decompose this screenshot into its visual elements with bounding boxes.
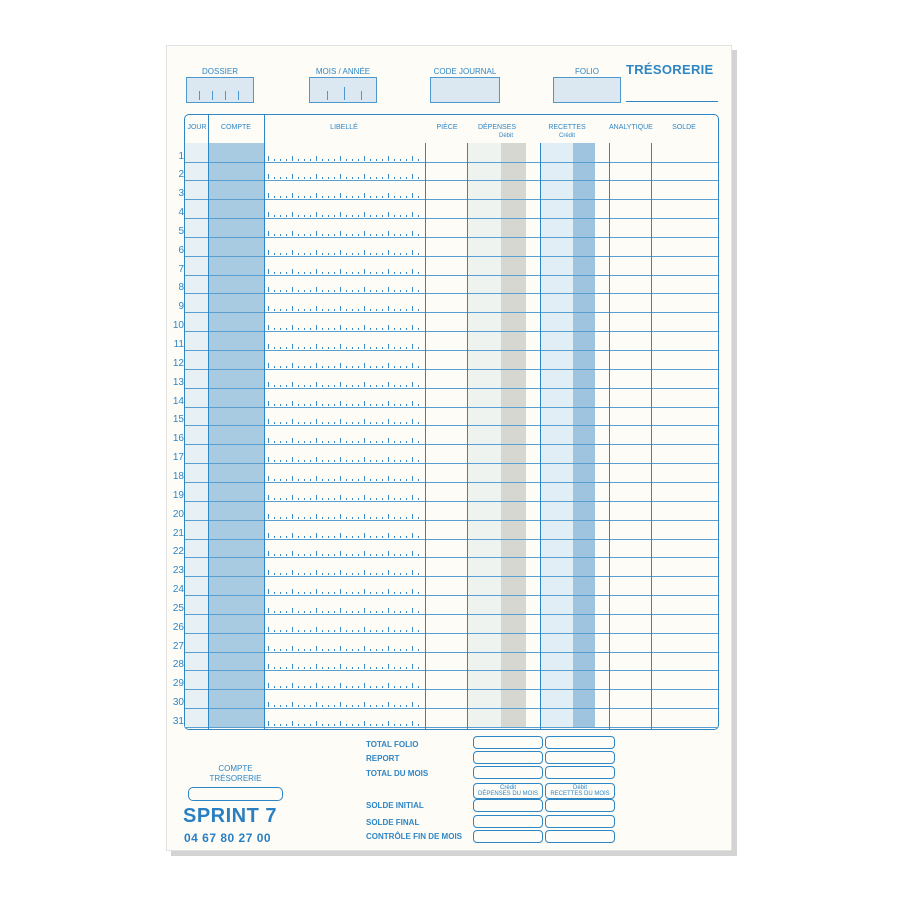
solde-final-label: SOLDE FINAL: [366, 818, 420, 827]
day-number: 5: [178, 226, 184, 237]
column-rule: [264, 114, 265, 729]
journal-entry-row[interactable]: [208, 483, 718, 501]
day-number: 1: [178, 151, 184, 162]
day-number: 3: [178, 188, 184, 199]
code-journal-label: CODE JOURNAL: [433, 67, 497, 76]
journal-entry-row[interactable]: [208, 407, 718, 425]
journal-entry-row[interactable]: [208, 313, 718, 331]
column-rule: [467, 143, 468, 729]
day-number: 28: [172, 659, 184, 670]
day-number: 14: [172, 396, 184, 407]
dossier-tick: [238, 91, 239, 100]
day-number: 12: [172, 358, 184, 369]
dossier-label: DOSSIER: [201, 67, 238, 76]
mois-annee-tick: [361, 91, 362, 100]
journal-entry-row[interactable]: [208, 370, 718, 388]
journal-entry-row[interactable]: [208, 558, 718, 576]
col-header-piece: PIÈCE: [436, 124, 458, 131]
mois-annee-tick: [327, 91, 328, 100]
journal-entry-row[interactable]: [208, 596, 718, 614]
debit-recettes-line1: Débit: [572, 785, 587, 791]
journal-entry-row[interactable]: [208, 238, 718, 256]
column-rule: [208, 114, 209, 729]
day-number: 23: [172, 565, 184, 576]
credit-depenses-line1: Crédit: [499, 785, 516, 791]
debit-sublabel: Débit: [498, 133, 513, 139]
folio-field[interactable]: [553, 77, 621, 103]
day-number: 22: [172, 546, 184, 557]
controle-depenses-field[interactable]: [473, 830, 543, 843]
depenses-label: DÉPENSES: [477, 124, 517, 131]
day-number: 20: [172, 509, 184, 520]
total-du-mois-label: TOTAL DU MOIS: [366, 769, 429, 778]
dossier-field[interactable]: [186, 77, 254, 103]
debit-recettes-line2: RECETTES DU MOIS: [550, 791, 610, 797]
day-number: 25: [172, 603, 184, 614]
journal-entry-row[interactable]: [208, 162, 718, 180]
journal-entry-row[interactable]: [208, 332, 718, 350]
controle-recettes-field[interactable]: [545, 830, 615, 843]
col-header-jour: JOUR: [187, 124, 207, 131]
day-number: 21: [172, 528, 184, 539]
jour-band: [185, 143, 208, 727]
compte-tresorerie-field[interactable]: [188, 787, 283, 801]
day-number: 30: [172, 697, 184, 708]
day-number: 31: [172, 716, 184, 727]
solde-initial-recettes-field[interactable]: [545, 799, 615, 812]
total-mois-depenses-field[interactable]: [473, 766, 543, 779]
journal-entry-row[interactable]: [208, 464, 718, 482]
solde-initial-label: SOLDE INITIAL: [366, 801, 424, 810]
report-depenses-field[interactable]: [473, 751, 543, 764]
journal-entry-row[interactable]: [208, 709, 718, 727]
journal-entry-row[interactable]: [208, 577, 718, 595]
journal-entry-row[interactable]: [208, 144, 718, 162]
page-title: TRÉSORERIE: [626, 62, 714, 77]
mois-annee-label: MOIS / ANNÉE: [315, 67, 371, 76]
journal-entry-row[interactable]: [208, 389, 718, 407]
day-number: 24: [172, 584, 184, 595]
debit-recettes-label: [545, 785, 615, 797]
solde-final-recettes-field[interactable]: [545, 815, 615, 828]
journal-entry-row[interactable]: [208, 275, 718, 293]
day-number: 15: [172, 414, 184, 425]
total-folio-recettes-field[interactable]: [545, 736, 615, 749]
credit-depenses-line2: DÉPENSES DU MOIS: [477, 791, 538, 797]
mois-annee-field[interactable]: [309, 77, 377, 103]
day-number: 6: [178, 245, 184, 256]
column-rule: [540, 143, 541, 729]
total-folio-depenses-field[interactable]: [473, 736, 543, 749]
day-number: 10: [172, 320, 184, 331]
credit-depenses-label: [473, 785, 543, 797]
journal-entry-row[interactable]: [208, 294, 718, 312]
column-rule: [609, 143, 610, 729]
day-number: 9: [178, 301, 184, 312]
total-mois-recettes-field[interactable]: [545, 766, 615, 779]
dossier-tick: [199, 91, 200, 100]
journal-entry-row[interactable]: [208, 181, 718, 199]
journal-entry-row[interactable]: [208, 351, 718, 369]
solde-final-depenses-field[interactable]: [473, 815, 543, 828]
day-number: 13: [172, 377, 184, 388]
compte-tresorerie-label: [188, 764, 283, 784]
column-rule: [651, 143, 652, 729]
journal-entry-row[interactable]: [208, 502, 718, 520]
compte-tresorerie-line1: COMPTE: [218, 764, 253, 773]
folio-label: FOLIO: [574, 67, 599, 76]
dossier-tick: [225, 91, 226, 100]
phone-number: 04 67 80 27 00: [184, 831, 272, 845]
column-rule: [425, 143, 426, 729]
recettes-label: RECETTES: [548, 124, 586, 131]
col-header-depenses: [467, 124, 527, 140]
day-number: 7: [178, 264, 184, 275]
journal-entry-row[interactable]: [208, 652, 718, 670]
day-number: 19: [172, 490, 184, 501]
report-label: REPORT: [366, 754, 400, 763]
mois-annee-tick: [344, 87, 345, 100]
controle-fin-de-mois-label: CONTRÔLE FIN DE MOIS: [366, 832, 462, 841]
journal-entry-row[interactable]: [208, 445, 718, 463]
code-journal-field[interactable]: [430, 77, 500, 103]
report-recettes-field[interactable]: [545, 751, 615, 764]
journal-entry-row[interactable]: [208, 521, 718, 539]
col-header-solde: SOLDE: [672, 124, 696, 131]
credit-sublabel: Crédit: [558, 133, 575, 139]
col-header-recettes: [539, 124, 595, 140]
total-folio-label: TOTAL FOLIO: [366, 740, 419, 749]
journal-entry-row[interactable]: [208, 634, 718, 652]
solde-initial-depenses-field[interactable]: [473, 799, 543, 812]
day-number: 11: [173, 339, 184, 350]
col-header-libelle: LIBELLÉ: [330, 124, 358, 131]
day-number: 17: [172, 452, 184, 463]
title-underline: [626, 101, 718, 102]
journal-entry-row[interactable]: [208, 539, 718, 557]
day-number: 2: [178, 169, 184, 180]
col-header-compte: COMPTE: [221, 124, 251, 131]
dossier-tick: [212, 91, 213, 100]
journal-entry-row[interactable]: [208, 257, 718, 275]
journal-entry-row[interactable]: [208, 615, 718, 633]
col-header-analytique: ANALYTIQUE: [609, 124, 653, 131]
journal-entry-row[interactable]: [208, 200, 718, 218]
day-number: 29: [172, 678, 184, 689]
journal-entry-row[interactable]: [208, 671, 718, 689]
journal-entry-row[interactable]: [208, 426, 718, 444]
day-number: 18: [172, 471, 184, 482]
day-number: 4: [178, 207, 184, 218]
day-number: 26: [172, 622, 184, 633]
brand-name: SPRINT 7: [183, 805, 278, 827]
day-number: 16: [172, 433, 184, 444]
day-number: 27: [172, 641, 184, 652]
compte-tresorerie-line2: TRÉSORERIE: [209, 774, 262, 783]
day-number: 8: [178, 282, 184, 293]
journal-entry-row[interactable]: [208, 219, 718, 237]
journal-entry-row[interactable]: [208, 690, 718, 708]
